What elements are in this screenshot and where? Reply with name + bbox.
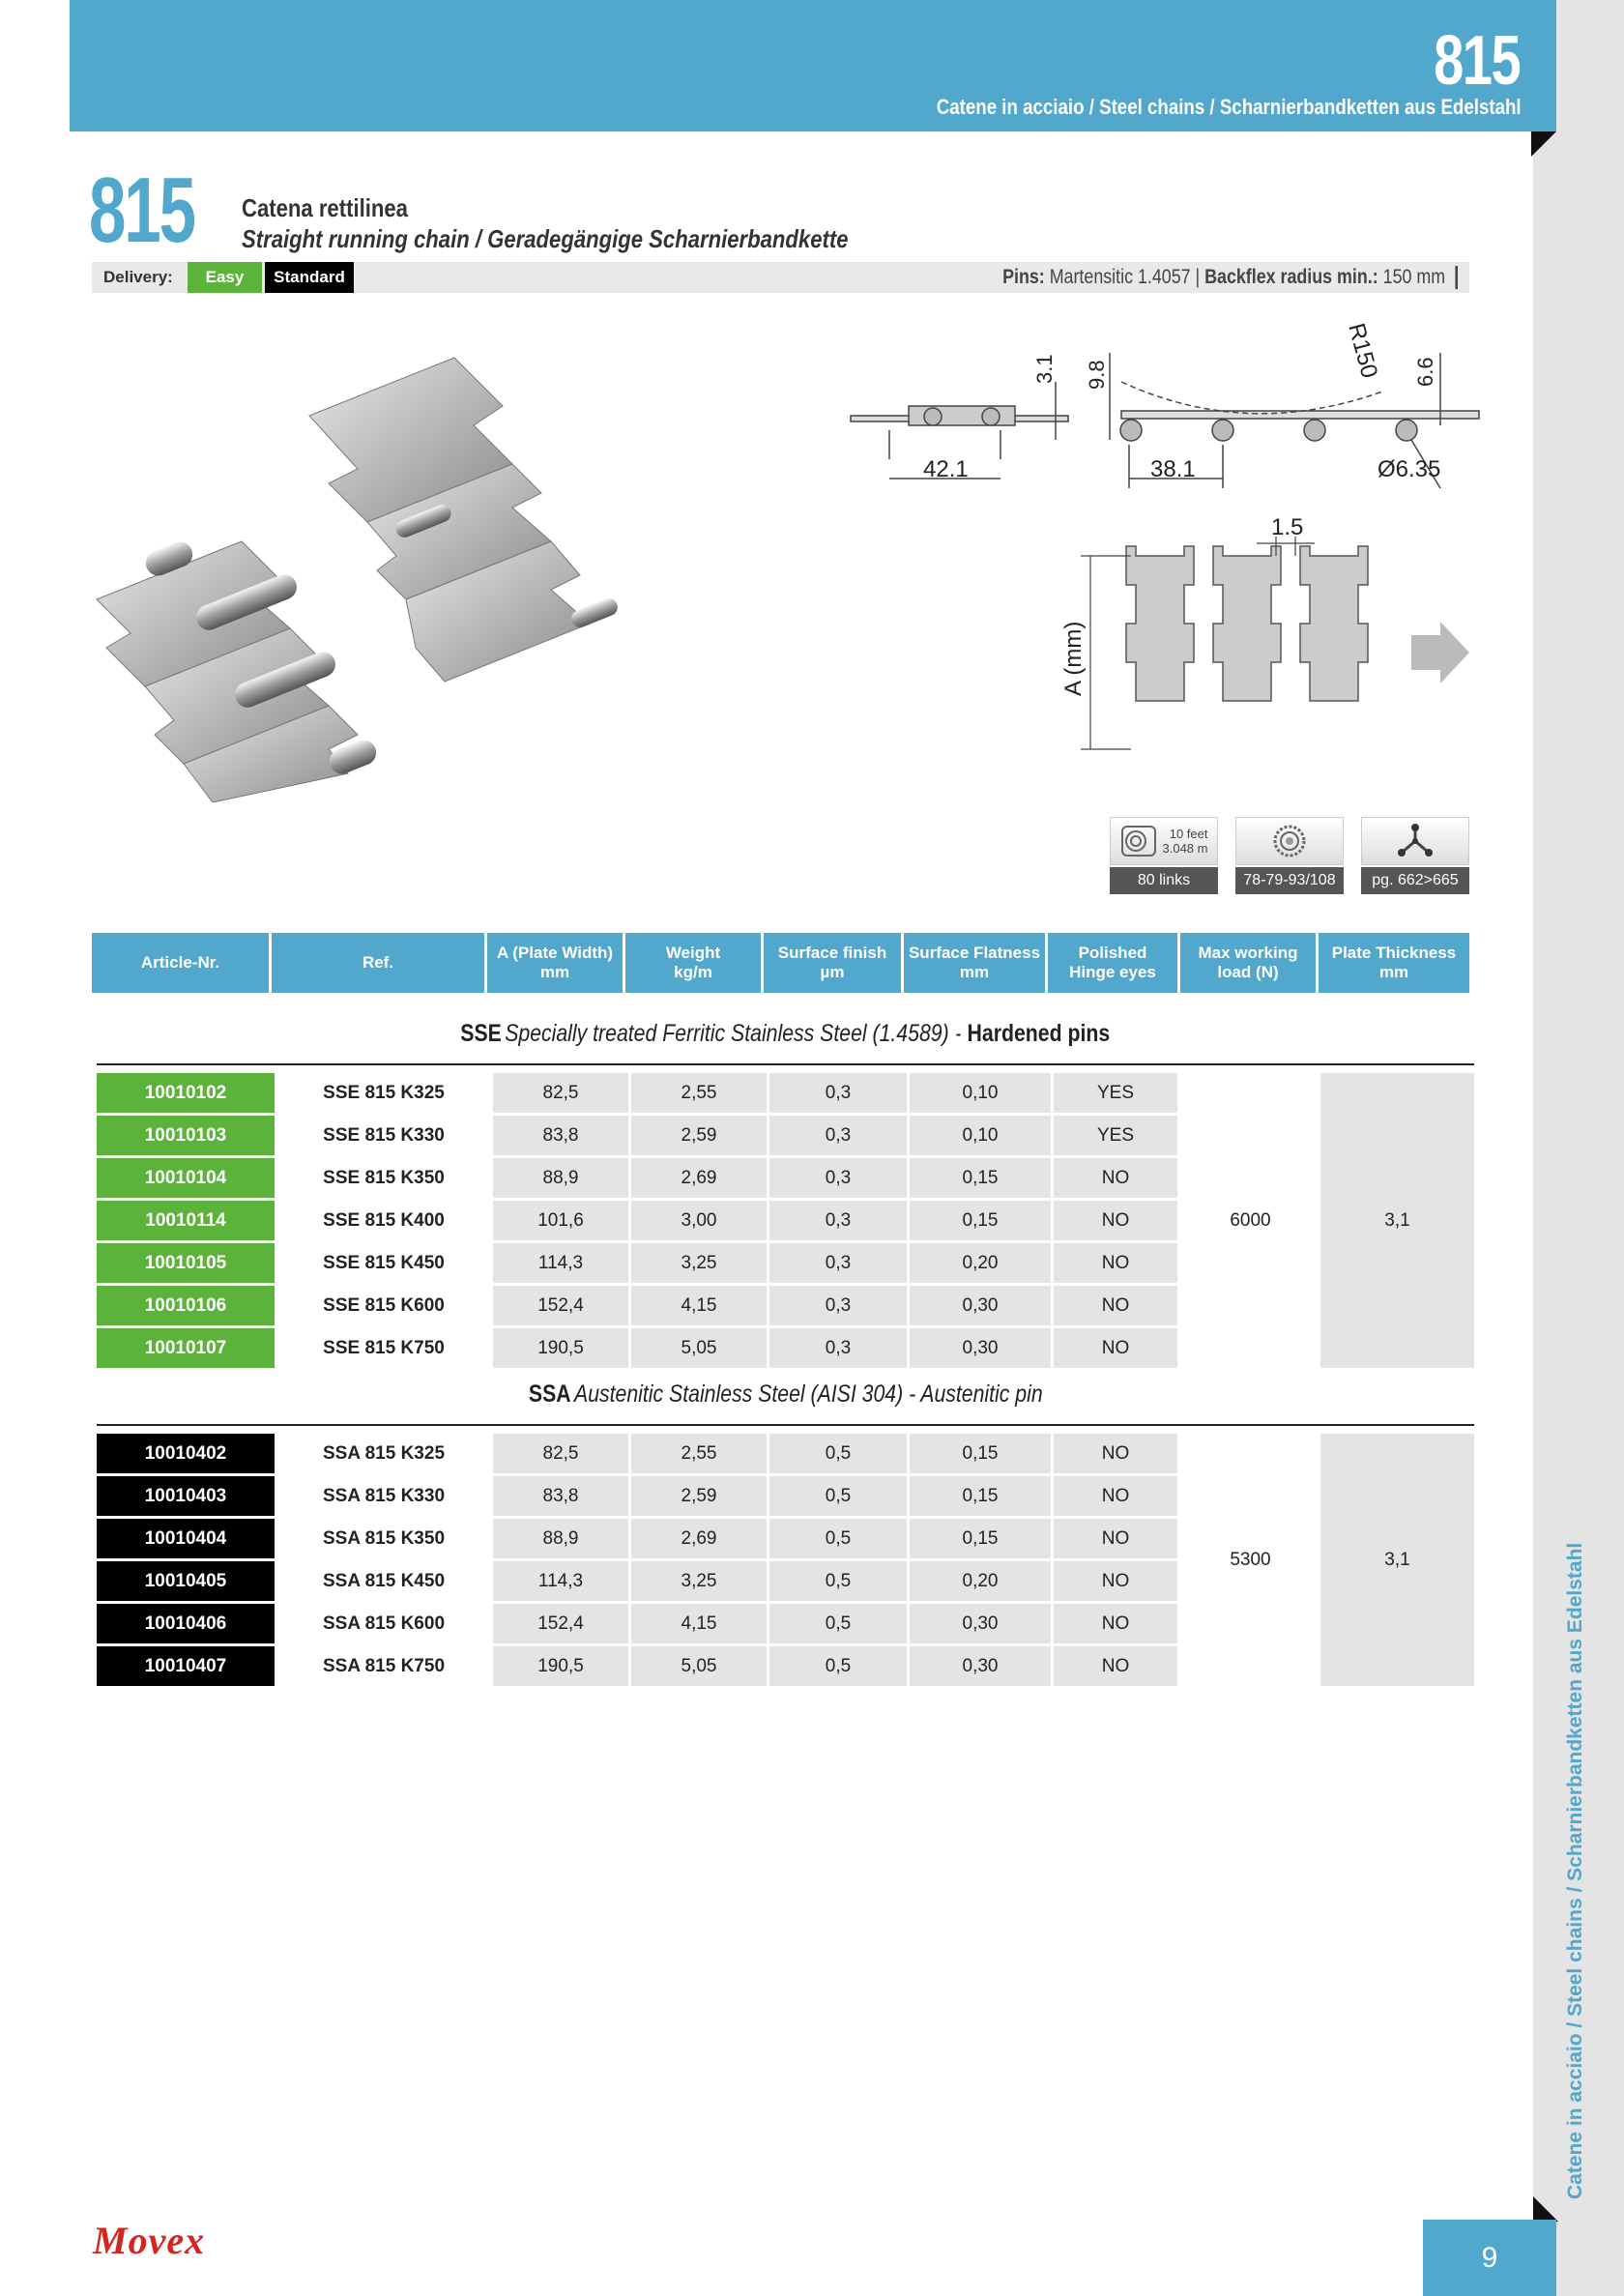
- cell-sf: 0,3: [769, 1328, 907, 1368]
- badge-length-feet: 10 feet: [1169, 827, 1208, 841]
- header-col-line1: A (Plate Width): [496, 944, 614, 962]
- cell-ref: SSA 815 K600: [277, 1604, 490, 1643]
- header-col-line2: µm: [820, 963, 845, 981]
- cell-art: 10010404: [97, 1519, 275, 1558]
- cell-w: 2,55: [631, 1073, 767, 1113]
- dim-9-8: 9.8: [1085, 360, 1109, 390]
- backflex-label: Backflex radius min.:: [1204, 266, 1378, 288]
- cell-a: 82,5: [493, 1434, 628, 1473]
- plate-thickness-cell: 3,1: [1320, 1434, 1474, 1686]
- header-col-line1: Plate Thickness: [1331, 944, 1457, 962]
- cell-art: 10010407: [97, 1646, 275, 1686]
- header-col-line2: Hinge eyes: [1069, 963, 1156, 981]
- cell-ref: SSA 815 K350: [277, 1519, 490, 1558]
- page-header: [70, 0, 1556, 131]
- cell-art: 10010114: [97, 1201, 275, 1240]
- product-number: 815: [89, 159, 194, 262]
- header-col-label: [666, 944, 720, 982]
- header-col-line2: load (N): [1217, 963, 1279, 981]
- cell-w: 5,05: [631, 1646, 767, 1686]
- cell-w: 4,15: [631, 1286, 767, 1325]
- cell-pol: NO: [1054, 1434, 1177, 1473]
- pins-label: Pins:: [1002, 266, 1045, 288]
- sprocket-icon: [1272, 824, 1307, 858]
- delivery-bar: [92, 262, 1469, 293]
- dim-1-5: 1.5: [1271, 514, 1304, 540]
- cell-a: 114,3: [493, 1561, 628, 1601]
- badge-length: [1110, 817, 1218, 894]
- cell-art: 10010103: [97, 1116, 275, 1155]
- section-extra: Hardened pins: [967, 1020, 1111, 1047]
- cell-a: 82,5: [493, 1073, 628, 1113]
- cell-sf: 0,5: [769, 1604, 907, 1643]
- cell-w: 4,15: [631, 1604, 767, 1643]
- cell-fl: 0,30: [910, 1328, 1051, 1368]
- cell-sf: 0,5: [769, 1646, 907, 1686]
- cell-w: 5,05: [631, 1328, 767, 1368]
- cell-pol: YES: [1054, 1116, 1177, 1155]
- header-col-label: [909, 944, 1040, 982]
- section-desc: Austenitic Stainless Steel (AISI 304) - Austenitic pin: [573, 1381, 1043, 1408]
- cell-fl: 0,10: [910, 1116, 1051, 1155]
- badge-sprocket-teeth: 78-79-93/108: [1235, 867, 1344, 894]
- triad-icon: [1396, 824, 1435, 858]
- cell-pol: NO: [1054, 1561, 1177, 1601]
- cell-pol: NO: [1054, 1243, 1177, 1283]
- dim-3-1: 3.1: [1032, 354, 1057, 384]
- header-col-label: [1069, 944, 1156, 982]
- dim-r150: R150: [1343, 320, 1383, 381]
- header-col-2: [487, 933, 623, 993]
- cell-a: 88,9: [493, 1158, 628, 1198]
- cell-a: 83,8: [493, 1476, 628, 1516]
- header-col-line1: Surface Flatness: [908, 944, 1041, 962]
- cell-w: 2,69: [631, 1519, 767, 1558]
- cell-sf: 0,5: [769, 1561, 907, 1601]
- cell-w: 2,59: [631, 1476, 767, 1516]
- cell-ref: SSE 815 K325: [277, 1073, 490, 1113]
- header-number: 815: [1433, 22, 1520, 100]
- cell-ref: SSE 815 K400: [277, 1201, 490, 1240]
- cell-ref: SSA 815 K330: [277, 1476, 490, 1516]
- cell-ref: SSE 815 K450: [277, 1243, 490, 1283]
- header-col-line2: kg/m: [674, 963, 712, 981]
- badge-length-text: [1163, 827, 1208, 856]
- header-col-7: [1180, 933, 1316, 993]
- cell-sf: 0,3: [769, 1286, 907, 1325]
- max-load-cell: 5300: [1180, 1434, 1320, 1686]
- header-col-line2: mm: [539, 963, 570, 981]
- delivery-standard-badge: Standard: [265, 262, 354, 293]
- cell-ref: SSA 815 K750: [277, 1646, 490, 1686]
- section-dash: -: [950, 1020, 967, 1047]
- corner-mark-top: [1531, 131, 1556, 157]
- cell-ref: SSE 815 K750: [277, 1328, 490, 1368]
- header-col-line1: Ref.: [362, 953, 394, 972]
- cell-fl: 0,30: [910, 1646, 1051, 1686]
- delivery-easy-badge: Easy: [188, 262, 262, 293]
- chain-photo: [87, 348, 677, 802]
- cell-pol: NO: [1054, 1158, 1177, 1198]
- header-col-8: [1319, 933, 1469, 993]
- product-name-it: Catena rettilinea: [242, 193, 408, 222]
- cell-art: 10010102: [97, 1073, 275, 1113]
- dim-d635: Ø6.35: [1378, 456, 1441, 482]
- movex-logo: Movex: [93, 2219, 206, 2262]
- cell-w: 3,25: [631, 1561, 767, 1601]
- cell-sf: 0,3: [769, 1116, 907, 1155]
- cell-a: 190,5: [493, 1328, 628, 1368]
- max-load-cell: 6000: [1180, 1073, 1320, 1368]
- cell-pol: NO: [1054, 1286, 1177, 1325]
- cell-fl: 0,10: [910, 1073, 1051, 1113]
- header-col-line1: Polished: [1078, 944, 1147, 962]
- cell-pol: NO: [1054, 1476, 1177, 1516]
- cell-fl: 0,30: [910, 1286, 1051, 1325]
- cell-sf: 0,3: [769, 1073, 907, 1113]
- cell-w: 2,69: [631, 1158, 767, 1198]
- dim-a: A (mm): [1060, 621, 1087, 696]
- cell-fl: 0,15: [910, 1201, 1051, 1240]
- header-col-line2: mm: [1378, 963, 1409, 981]
- header-col-label: [141, 953, 219, 973]
- cell-w: 3,25: [631, 1243, 767, 1283]
- badge-page-ref: [1361, 817, 1469, 894]
- page-number: 9: [1423, 2220, 1556, 2296]
- cell-ref: SSE 815 K600: [277, 1286, 490, 1325]
- side-vertical-text: Catene in acciaio / Steel chains / Scharnierbandketten aus Edelstahl: [1564, 1542, 1586, 2199]
- cell-sf: 0,5: [769, 1519, 907, 1558]
- section-title-text: [529, 1381, 1043, 1409]
- badge-length-top: [1110, 817, 1218, 865]
- cell-w: 2,55: [631, 1434, 767, 1473]
- badge-sprocket-top: [1235, 817, 1344, 865]
- cell-a: 114,3: [493, 1243, 628, 1283]
- cell-art: 10010405: [97, 1561, 275, 1601]
- cell-w: 3,00: [631, 1201, 767, 1240]
- section-title-sse: [97, 1020, 1474, 1048]
- header-col-3: [625, 933, 761, 993]
- cell-pol: NO: [1054, 1604, 1177, 1643]
- pin-top-2: [568, 596, 620, 629]
- product-name-en-de: Straight running chain / Geradegängige Scharnierbandkette: [242, 224, 849, 253]
- header-col-6: [1048, 933, 1177, 993]
- header-col-line1: Max working: [1198, 944, 1298, 962]
- cell-w: 2,59: [631, 1116, 767, 1155]
- dim-6-6: 6.6: [1413, 357, 1437, 387]
- cell-a: 101,6: [493, 1201, 628, 1240]
- header-col-line1: Surface finish: [777, 944, 887, 962]
- section-code: SSE: [460, 1020, 503, 1047]
- delivery-label: Delivery:: [103, 268, 173, 286]
- cell-sf: 0,3: [769, 1201, 907, 1240]
- header-col-5: [904, 933, 1045, 993]
- cell-a: 83,8: [493, 1116, 628, 1155]
- direction-arrow-icon: [1411, 622, 1469, 683]
- cell-a: 88,9: [493, 1519, 628, 1558]
- coil-icon: [1120, 825, 1157, 857]
- cell-pol: NO: [1054, 1519, 1177, 1558]
- header-col-label: [362, 953, 393, 973]
- cell-sf: 0,3: [769, 1158, 907, 1198]
- cell-a: 152,4: [493, 1604, 628, 1643]
- cell-art: 10010406: [97, 1604, 275, 1643]
- cell-fl: 0,15: [910, 1519, 1051, 1558]
- header-col-0: [92, 933, 269, 993]
- cell-a: 190,5: [493, 1646, 628, 1686]
- cell-art: 10010106: [97, 1286, 275, 1325]
- header-col-line1: Article-Nr.: [140, 953, 220, 972]
- cell-fl: 0,30: [910, 1604, 1051, 1643]
- cell-fl: 0,20: [910, 1243, 1051, 1283]
- header-col-1: [272, 933, 484, 993]
- cell-art: 10010107: [97, 1328, 275, 1368]
- cell-sf: 0,3: [769, 1243, 907, 1283]
- header-col-4: [764, 933, 901, 993]
- cell-fl: 0,15: [910, 1476, 1051, 1516]
- pins-info: [1002, 266, 1458, 289]
- section-divider: [97, 1424, 1474, 1426]
- top-view-plates: [1126, 546, 1368, 701]
- plate-thickness-cell: 3,1: [1320, 1073, 1474, 1368]
- corner-mark-bottom: [1533, 2196, 1558, 2222]
- cell-pol: YES: [1054, 1073, 1177, 1113]
- header-col-label: [1332, 944, 1457, 982]
- cell-art: 10010105: [97, 1243, 275, 1283]
- dim-38-1: 38.1: [1150, 456, 1196, 482]
- section-title-text: [461, 1020, 1111, 1048]
- header-col-label: [1199, 944, 1298, 982]
- cell-sf: 0,5: [769, 1476, 907, 1516]
- cell-fl: 0,20: [910, 1561, 1051, 1601]
- cell-a: 152,4: [493, 1286, 628, 1325]
- badge-length-links: 80 links: [1110, 867, 1218, 894]
- header-col-label: [778, 944, 886, 982]
- pins-separator: |: [1195, 266, 1201, 288]
- cell-ref: SSE 815 K350: [277, 1158, 490, 1198]
- cell-pol: NO: [1054, 1646, 1177, 1686]
- cell-ref: SSA 815 K450: [277, 1561, 490, 1601]
- technical-drawing: [841, 314, 1498, 778]
- cell-sf: 0,5: [769, 1434, 907, 1473]
- header-col-line1: Weight: [665, 944, 721, 962]
- section-code: SSA: [528, 1381, 571, 1408]
- cell-pol: NO: [1054, 1201, 1177, 1240]
- header-col-label: [497, 944, 613, 982]
- cell-ref: SSA 815 K325: [277, 1434, 490, 1473]
- cell-fl: 0,15: [910, 1434, 1051, 1473]
- cell-art: 10010402: [97, 1434, 275, 1473]
- badge-sprocket: [1235, 817, 1344, 894]
- badge-length-meters: 3.048 m: [1162, 841, 1208, 856]
- backflex-value: 150 mm: [1382, 266, 1446, 288]
- cell-pol: NO: [1054, 1328, 1177, 1368]
- badge-page-ref-text: pg. 662>665: [1361, 867, 1469, 894]
- header-col-line2: mm: [959, 963, 990, 981]
- cell-art: 10010403: [97, 1476, 275, 1516]
- section-desc: Specially treated Ferritic Stainless Steel (1.4589): [505, 1020, 949, 1047]
- pins-value: Martensitic 1.4057: [1049, 266, 1191, 288]
- header-subtitle: Catene in acciaio / Steel chains / Scharnierbandketten aus Edelstahl: [937, 95, 1522, 119]
- section-divider: [97, 1063, 1474, 1065]
- cell-art: 10010104: [97, 1158, 275, 1198]
- cell-ref: SSE 815 K330: [277, 1116, 490, 1155]
- cell-fl: 0,15: [910, 1158, 1051, 1198]
- section-title-ssa: [97, 1381, 1474, 1409]
- badge-page-ref-top: [1361, 817, 1469, 865]
- dim-42-1: 42.1: [923, 456, 969, 482]
